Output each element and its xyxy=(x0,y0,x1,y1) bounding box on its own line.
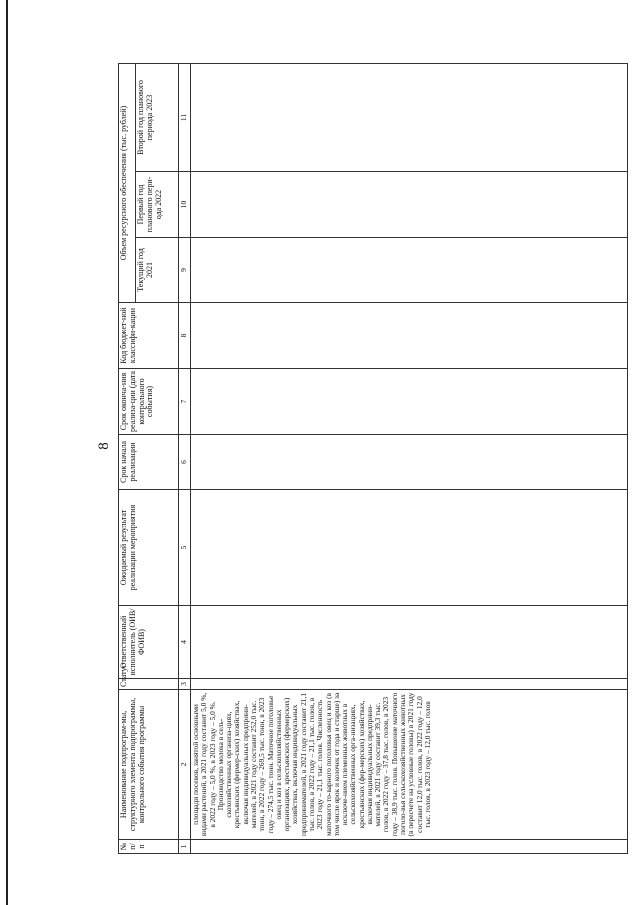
header-num: № п/п xyxy=(119,840,179,854)
row-num-cell xyxy=(191,840,628,854)
col-number: 8 xyxy=(179,303,191,369)
col-number: 7 xyxy=(179,369,191,435)
col-number: 3 xyxy=(179,679,191,690)
header-year-2023: Второй год планового периода 2023 xyxy=(136,64,179,172)
scan-edge xyxy=(6,0,8,905)
header-name: Наименование подпрограм-мы, структурного элемента подпрограммы, контрольного события программы xyxy=(119,690,179,840)
row-description: площади посевов, занятой основными видами растений, в 2021 году составит 5,0 %, в 2022 году – 5,0 %, в 2023 году – 5,0 %. Производство молока в сель-скохозяйственных организа-циях, крестьянских (фермер-ских) хозяйствах, включая индивидуальных предприни-мателей, в 2021 году составит 252,0 тыс. тонн, в 2022 году – 269,5 тыс. тонн, в 2023 году – 274,5 тыс. тонн. Маточное поголовье овец и коз в сельскохозяйственных организациях, крестьянских (фермерских) хозяйствах, включая индивидуальных предпринимателей, в 2021 году составит 21,1 тыс. голов, в 2022 году – 21,1 тыс. голов, в 2023 году – 21,1 тыс. голов. Численность маточного то-варного поголовья овец и коз (в том числе ярок и козочек от года и старше) за исключе-нием племенных животных в сельскохозяйственных орга-низациях, крестьянских (фер-мерских) хозяйствах, включая индивидуальных предприни-мателей, в 2021 году составит 39,3 тыс. голов, в 2022 году – 37,8 тыс. голов, в 2023 году – 38,9 тыс. голов. Повышение маточного поголо-вья сельскохозяйственных животных (в пересчете на условные головы) в 2021 году составит 12,0 тыс. голов, в 2022 году – 12,0 тыс. голов, в 2023 году – 12,0 тыс. голов xyxy=(191,690,628,840)
header-result: Ожидаемый результат реализации мероприятия xyxy=(119,490,179,606)
header-start: Срок начала реализации xyxy=(119,435,179,490)
col-number: 2 xyxy=(179,690,191,840)
row-2021-cell xyxy=(191,238,628,303)
header-status: Статус xyxy=(119,679,179,690)
row-budget-code-cell xyxy=(191,303,628,369)
row-result-cell xyxy=(191,490,628,606)
page-number: 8 xyxy=(96,442,112,450)
col-number: 9 xyxy=(179,238,191,303)
col-number: 6 xyxy=(179,435,191,490)
header-end: Срок оконча-ния реализа-ции (дата контрольного события) xyxy=(119,369,179,435)
header-year-2022: Первый год планового пери-ода 2022 xyxy=(136,172,179,238)
row-end-cell xyxy=(191,369,628,435)
rotated-table-wrapper xyxy=(118,64,628,854)
header-budget-code: Код бюджет-ной классифи-кации xyxy=(119,303,179,369)
resource-table xyxy=(118,63,628,854)
row-2022-cell xyxy=(191,172,628,238)
header-executor: Ответственный исполнитель (ОИВ/ФОИВ) xyxy=(119,606,179,679)
row-start-cell xyxy=(191,435,628,490)
row-executor-cell xyxy=(191,606,628,679)
col-number: 1 xyxy=(179,840,191,854)
header-resource-group: Объем ресурсного обеспечения (тыс. рублей) xyxy=(119,64,136,303)
col-number: 4 xyxy=(179,606,191,679)
row-status-cell xyxy=(191,679,628,690)
col-number: 5 xyxy=(179,490,191,606)
col-number: 11 xyxy=(179,64,191,172)
row-2023-cell xyxy=(191,64,628,172)
header-year-2021: Текущий год 2021 xyxy=(136,238,179,303)
col-number: 10 xyxy=(179,172,191,238)
table-row xyxy=(191,64,628,854)
